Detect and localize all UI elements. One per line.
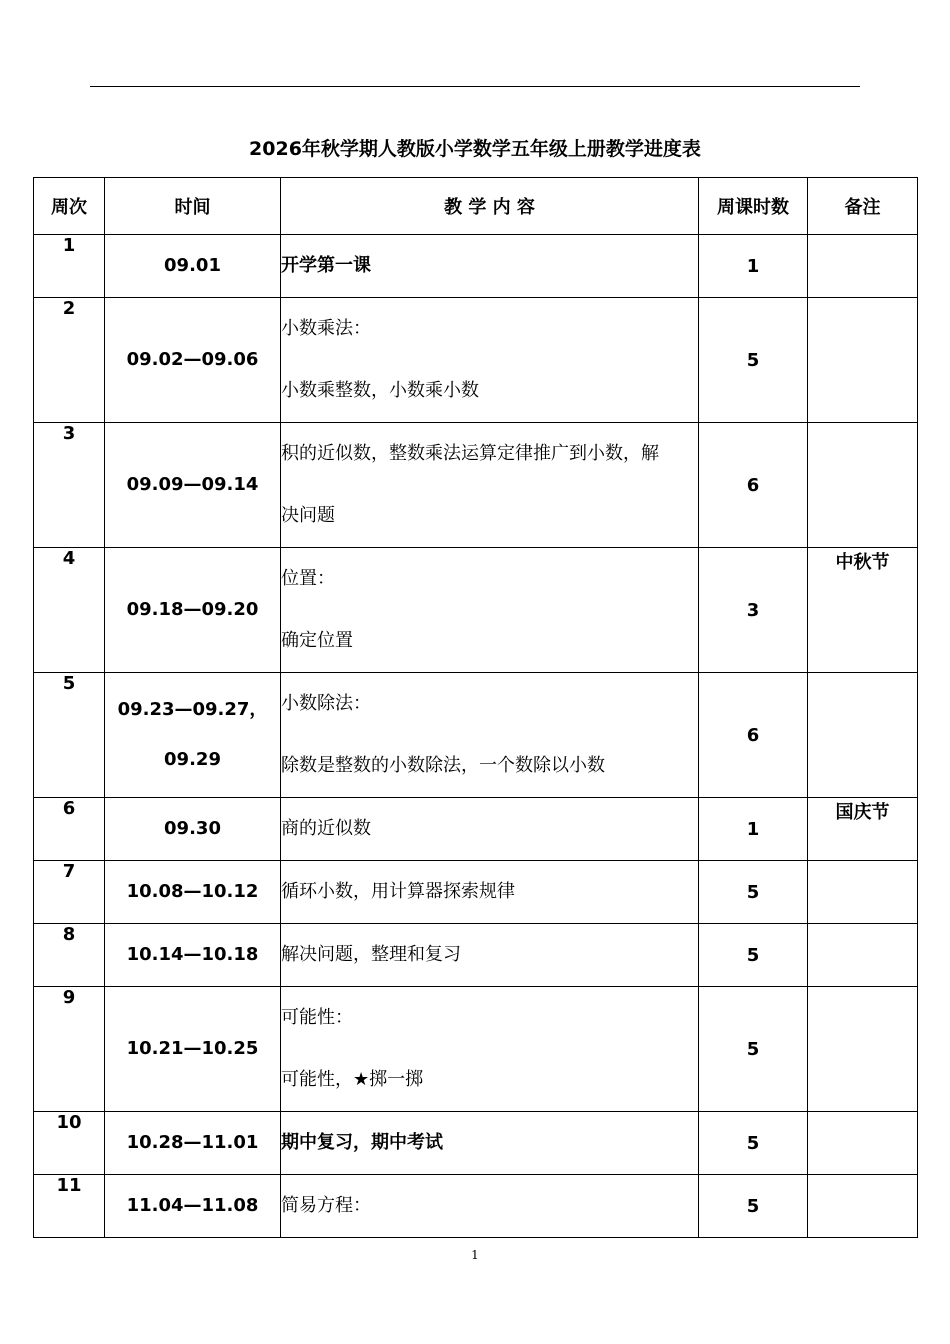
- week-cell: [34, 861, 105, 924]
- time-cell: [105, 861, 281, 924]
- week-number: 8: [62, 924, 76, 945]
- week-number: 5: [62, 673, 76, 694]
- time-cell: [105, 924, 281, 987]
- time-text: 10.21—10.25: [126, 1038, 259, 1059]
- note-cell: [808, 924, 918, 987]
- hours-cell: [699, 1175, 808, 1238]
- note-cell: [808, 861, 918, 924]
- time-text: 11.04—11.08: [126, 1195, 259, 1216]
- week-number: 4: [62, 548, 76, 569]
- time-cell: [105, 423, 281, 548]
- time-text: 09.29: [164, 749, 221, 770]
- content-cell: [281, 798, 699, 861]
- hours-cell: [699, 235, 808, 298]
- time-text: 10.28—11.01: [126, 1132, 259, 1153]
- hours-value: 1: [746, 255, 760, 277]
- content-cell: [281, 1112, 699, 1175]
- time-cell: [105, 1112, 281, 1175]
- time-text: 09.09—09.14: [126, 474, 259, 495]
- hours-cell: [699, 798, 808, 861]
- content-line: 简易方程：: [281, 1195, 371, 1216]
- page-number: 1: [471, 1248, 479, 1262]
- header-time: 时间: [105, 178, 281, 235]
- header-note: 备注: [808, 178, 918, 235]
- week-cell: [34, 1175, 105, 1238]
- table-row: [34, 924, 918, 987]
- table-row: [34, 423, 918, 548]
- note-cell: [808, 235, 918, 298]
- week-number: 2: [62, 298, 76, 319]
- week-number: 3: [62, 423, 76, 444]
- time-cell: [105, 298, 281, 423]
- content-cell: [281, 423, 699, 548]
- content-cell: [281, 861, 699, 924]
- week-number: 7: [62, 861, 76, 882]
- content-cell: [281, 1175, 699, 1238]
- page-title: 2026年秋学期人教版小学数学五年级上册教学进度表: [249, 138, 701, 160]
- table-header-row: [34, 178, 918, 235]
- content-cell: [281, 548, 699, 673]
- time-cell: [105, 1175, 281, 1238]
- content-cell: [281, 924, 699, 987]
- time-text: 09.01: [164, 255, 221, 276]
- content-line: 循环小数，用计算器探索规律: [281, 881, 515, 902]
- table-row: [34, 673, 918, 798]
- week-cell: [34, 798, 105, 861]
- content-line: 除数是整数的小数除法，一个数除以小数: [281, 755, 605, 776]
- hours-cell: [699, 987, 808, 1112]
- week-cell: [34, 423, 105, 548]
- time-cell: [105, 235, 281, 298]
- table-row: [34, 298, 918, 423]
- table-row: [34, 861, 918, 924]
- hours-cell: [699, 298, 808, 423]
- content-line: 解决问题，整理和复习: [281, 944, 461, 965]
- note-cell: [808, 798, 918, 861]
- note-cell: [808, 423, 918, 548]
- hours-value: 5: [746, 1132, 760, 1154]
- content-line: 可能性，★掷一掷: [281, 1069, 424, 1090]
- time-cell: [105, 798, 281, 861]
- table-row: [34, 798, 918, 861]
- note-cell: [808, 548, 918, 673]
- hours-value: 5: [746, 349, 760, 371]
- week-cell: [34, 673, 105, 798]
- table-body: [34, 235, 918, 1238]
- content-line: 可能性：: [281, 1007, 353, 1028]
- content-line: 商的近似数: [281, 818, 371, 839]
- hours-cell: [699, 673, 808, 798]
- content-line: 开学第一课: [281, 255, 371, 276]
- table-row: [34, 235, 918, 298]
- hours-value: 5: [746, 881, 760, 903]
- week-number: 6: [62, 798, 76, 819]
- schedule-table: [33, 177, 918, 1238]
- hours-cell: [699, 548, 808, 673]
- content-line: 小数除法：: [281, 693, 371, 714]
- hours-cell: [699, 1112, 808, 1175]
- note-cell: [808, 1112, 918, 1175]
- time-text: 09.18—09.20: [126, 599, 259, 620]
- content-cell: [281, 673, 699, 798]
- table-row: [34, 987, 918, 1112]
- week-cell: [34, 987, 105, 1112]
- header-hours: 周课时数: [699, 178, 808, 235]
- time-text: 10.08—10.12: [126, 881, 259, 902]
- note-cell: [808, 987, 918, 1112]
- content-line: 期中复习，期中考试: [281, 1132, 443, 1153]
- time-cell: [105, 548, 281, 673]
- time-cell: [105, 987, 281, 1112]
- table-row: [34, 1112, 918, 1175]
- note-text: 国庆节: [835, 802, 890, 823]
- hours-cell: [699, 423, 808, 548]
- content-line: 决问题: [281, 505, 335, 526]
- time-text: 10.14—10.18: [126, 944, 259, 965]
- note-cell: [808, 298, 918, 423]
- table-row: [34, 1175, 918, 1238]
- hours-value: 1: [746, 818, 760, 840]
- header-content: 教 学 内 容: [281, 178, 699, 235]
- content-cell: [281, 235, 699, 298]
- hours-value: 3: [746, 599, 760, 621]
- hours-value: 6: [746, 724, 760, 746]
- time-text: 09.02—09.06: [126, 349, 259, 370]
- content-cell: [281, 987, 699, 1112]
- week-cell: [34, 235, 105, 298]
- hours-value: 6: [746, 474, 760, 496]
- time-text: 09.30: [164, 818, 221, 839]
- week-number: 10: [56, 1112, 82, 1133]
- week-number: 1: [62, 235, 76, 256]
- table-row: [34, 548, 918, 673]
- hours-value: 5: [746, 1195, 760, 1217]
- note-cell: [808, 673, 918, 798]
- content-line: 确定位置: [281, 630, 353, 651]
- header-week: 周次: [34, 178, 105, 235]
- header-rule: [90, 86, 860, 87]
- content-line: 位置：: [281, 568, 335, 589]
- content-line: 小数乘法：: [281, 318, 371, 339]
- week-number: 11: [56, 1175, 82, 1196]
- week-cell: [34, 1112, 105, 1175]
- note-text: 中秋节: [835, 552, 890, 573]
- week-cell: [34, 548, 105, 673]
- hours-cell: [699, 861, 808, 924]
- note-cell: [808, 1175, 918, 1238]
- time-text: 09.23—09.27，: [117, 699, 268, 720]
- week-cell: [34, 298, 105, 423]
- time-cell: [105, 673, 281, 798]
- hours-cell: [699, 924, 808, 987]
- week-cell: [34, 924, 105, 987]
- content-cell: [281, 298, 699, 423]
- content-line: 积的近似数，整数乘法运算定律推广到小数，解: [281, 443, 659, 464]
- week-number: 9: [62, 987, 76, 1008]
- content-line: 小数乘整数，小数乘小数: [281, 380, 479, 401]
- hours-value: 5: [746, 944, 760, 966]
- hours-value: 5: [746, 1038, 760, 1060]
